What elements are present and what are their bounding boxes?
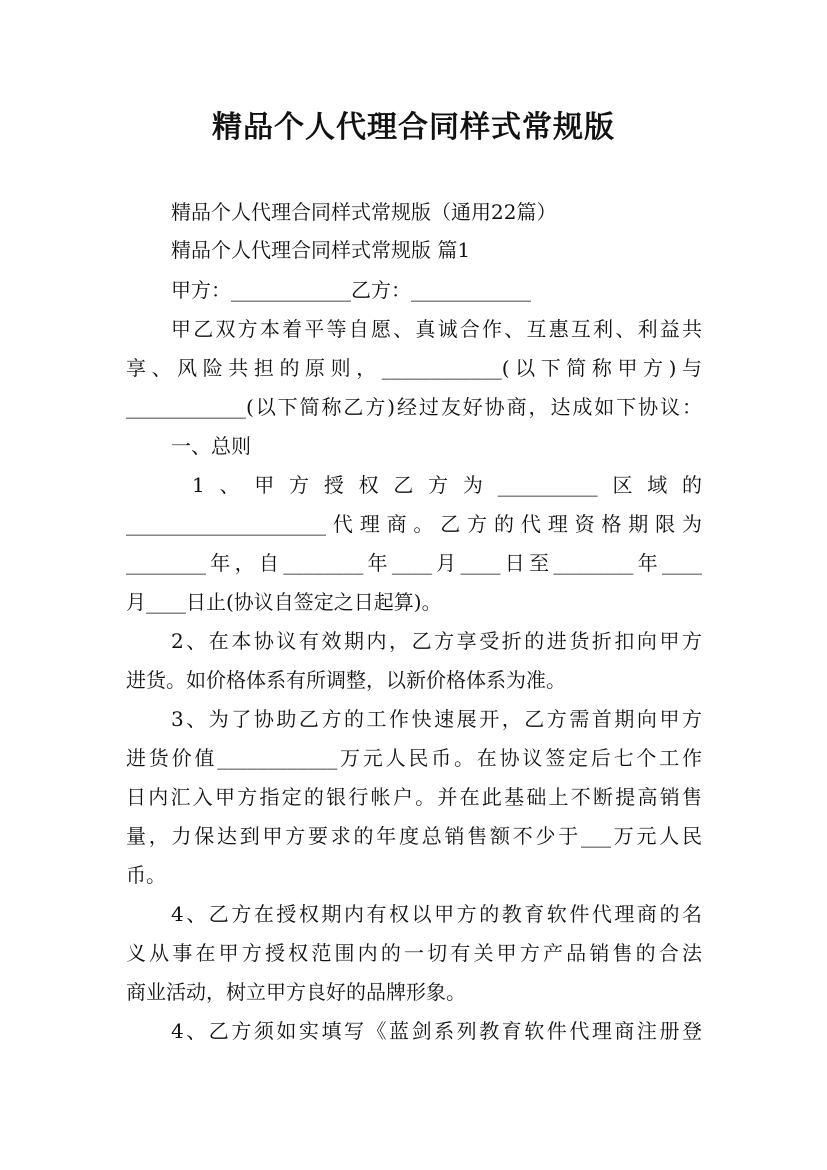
paragraph-line: 4、乙方须如实填写《蓝剑系列教育软件代理商注册登	[171, 1019, 702, 1043]
paragraph-line: 2、在本协议有效期内，乙方享受折的进货折扣向甲方	[171, 629, 702, 653]
paragraph-line: 义从事在甲方授权范围内的一切有关甲方产品销售的合法	[126, 941, 702, 965]
chapter-heading: 一、总则	[171, 434, 251, 458]
paragraph-line: 商业活动，树立甲方良好的品牌形象。	[126, 980, 466, 1004]
paragraph-line: 进货价值____________万元人民币。在协议签定后七个工作	[126, 746, 702, 770]
paragraph-line: ________年，自________年____月____日至________年____	[126, 551, 702, 575]
paragraph-line: 量，力保达到甲方要求的年度总销售额不少于___万元人民	[126, 824, 702, 848]
paragraph-line: 1、甲方授权乙方为__________区域的	[192, 473, 702, 497]
paragraph-line: 甲乙双方本着平等自愿、真诚合作、互惠互利、利益共	[171, 317, 702, 341]
document-title: 精品个人代理合同样式常规版	[212, 110, 615, 145]
paragraph-line: 月____日止(协议自签定之日起算)。	[126, 590, 442, 614]
paragraph-line: ____________(以下简称乙方)经过友好协商，达成如下协议：	[126, 395, 702, 419]
subtitle-line: 精品个人代理合同样式常规版（通用22篇）	[171, 200, 557, 224]
paragraph-line: 日内汇入甲方指定的银行帐户。并在此基础上不断提高销售	[126, 785, 702, 809]
paragraph-line: 币。	[126, 863, 166, 887]
paragraph-line: 3、为了协助乙方的工作快速展开，乙方需首期向甲方	[171, 707, 702, 731]
paragraph-line: ____________________代理商。乙方的代理资格期限为	[126, 512, 702, 536]
paragraph-line: 进货。如价格体系有所调整，以新价格体系为准。	[126, 668, 566, 692]
parties-line: 甲方：____________乙方：____________	[171, 278, 531, 302]
paragraph-line: 享、风险共担的原则，____________(以下简称甲方)与	[126, 356, 702, 380]
paragraph-line: 4、乙方在授权期内有权以甲方的教育软件代理商的名	[171, 902, 702, 926]
section-heading: 精品个人代理合同样式常规版 篇1	[171, 238, 471, 262]
